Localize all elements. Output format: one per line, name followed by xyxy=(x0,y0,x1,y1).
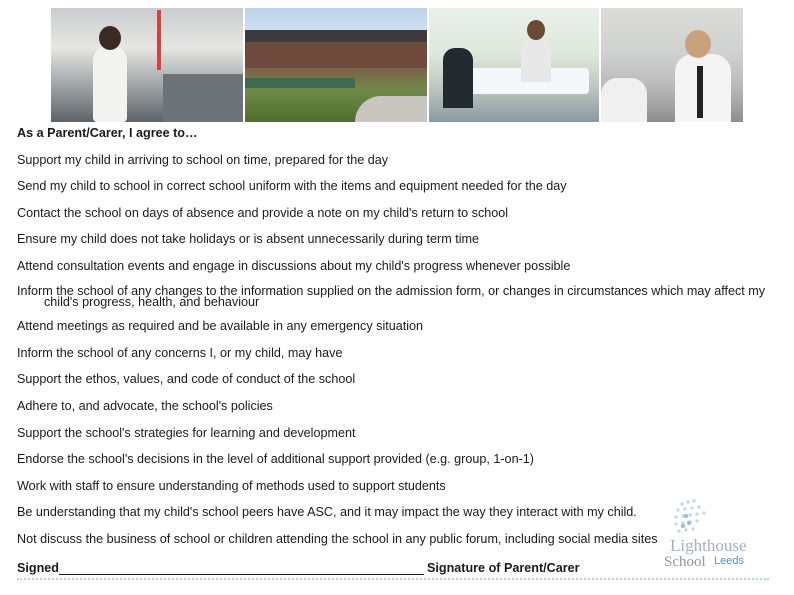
list-item: Attend consultation events and engage in discussions about my child's progress whenever possible xyxy=(17,258,571,273)
list-item: Ensure my child does not take holidays or is absent unnecessarily during term time xyxy=(17,232,479,247)
list-item: Be understanding that my child's school peers have ASC, and it may impact the way they interact with my child. xyxy=(17,505,637,520)
logo-text-school: School xyxy=(664,554,706,570)
school-logo xyxy=(662,496,772,576)
logo-text-leeds: Leeds xyxy=(714,555,744,567)
list-item: Support the ethos, values, and code of conduct of the school xyxy=(17,372,356,387)
signature-caption: Signature of Parent/Carer xyxy=(426,561,580,575)
signed-label: Signed xyxy=(17,561,59,575)
list-item: Endorse the school's decisions in the level of additional support provided (e.g. group, 1-on-1) xyxy=(17,452,534,467)
agreement-heading: As a Parent/Carer, I agree to… xyxy=(17,126,198,140)
list-item: Not discuss the business of school or children attending the school in any public forum, including social media sites xyxy=(17,531,658,546)
classroom-kitchen-photo xyxy=(51,8,243,122)
list-item: Support the school's strategies for learning and development xyxy=(17,425,356,440)
list-item: Contact the school on days of absence and provide a note on my child's return to school xyxy=(17,205,509,220)
agreement-list xyxy=(17,126,777,547)
school-building-photo xyxy=(245,8,427,122)
list-item: Support my child in arriving to school on time, prepared for the day xyxy=(17,152,389,167)
signature-line xyxy=(17,561,580,575)
list-item: Inform the school of any changes to the information supplied on the admission form, or changes in circumstances which may affect my child's progress, health, and behaviour xyxy=(17,283,766,309)
list-item: Inform the school of any concerns I, or my child, may have xyxy=(17,345,343,360)
list-item: Send my child to school in correct school uniform with the items and equipment needed for the day xyxy=(17,179,567,194)
list-item: Adhere to, and advocate, the school's policies xyxy=(17,398,273,413)
list-item: Attend meetings as required and be available in any emergency situation xyxy=(17,319,424,334)
list-item: Work with staff to ensure understanding of methods used to support students xyxy=(17,478,446,493)
photo-banner xyxy=(51,8,743,122)
students-table-photo xyxy=(429,8,599,122)
students-high-five-photo xyxy=(601,8,743,122)
signature-field[interactable] xyxy=(59,562,424,575)
dotted-divider xyxy=(17,578,769,580)
logo-text-lighthouse: Lighthouse xyxy=(670,536,747,555)
